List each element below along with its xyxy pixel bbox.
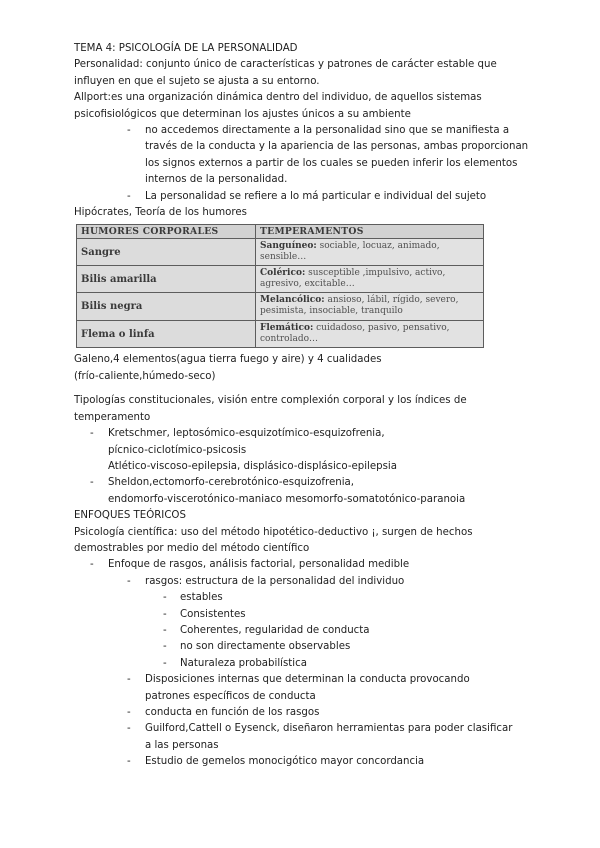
rasgo-item: - no son directamente observables [74,639,544,655]
dash-bullet: - [163,624,167,636]
page-title: TEMA 4: PSICOLOGÍA DE LA PERSONALIDAD [74,43,298,54]
allport-bullet: - La personalidad se refiere a lo má particular e individual del sujeto [74,189,544,205]
kretschmer-bullet: - Kretschmer, leptosómico-esquizotímico-esquizofrenia, [74,426,544,442]
intro-line: influyen en que el sujeto se ajusta a su entorno. [74,75,320,87]
guilford-line: a las personas [145,739,219,751]
dash-bullet: - [127,756,131,768]
intro-line: Allport:es una organización dinámica dentro del individuo, de aquellos sistemas [74,92,482,104]
table-row [77,239,484,266]
rasgos-bullet: - rasgos: estructura de la personalidad del individuo [74,574,544,590]
psicologia-cientifica-line: demostrables por medio del método científico [74,542,310,554]
conducta-bullet: - conducta en función de los rasgos [74,705,544,721]
dash-bullet: - [127,723,131,735]
galeno-line: (frío-caliente,húmedo-seco) [74,370,216,382]
guilford-bullet: - Guilford,Cattell o Eysenck, diseñaron herramientas para poder clasificar [74,721,544,737]
dash-bullet: - [163,592,167,604]
table-header: HUMORES CORPORALES [77,225,256,239]
sheldon-bullet: - Sheldon,ectomorfo-cerebrotónico-esquizofrenia, [74,475,544,491]
hipocrates-heading: Hipócrates, Teoría de los humores [74,207,247,219]
tipologias-line: Tipologías constitucionales, visión entre complexión corporal y los índices de [74,395,467,407]
table-row [77,266,484,293]
disposiciones-line: patrones específicos de conducta [145,690,316,702]
tipologias-line: temperamento [74,411,151,423]
dash-bullet: - [163,608,167,620]
dash-bullet: - [127,707,131,718]
table-row [77,321,484,348]
dash-bullet: - [90,477,94,489]
table-header: TEMPERAMENTOS [256,225,484,239]
temperament-cell: Colérico: susceptible ,impulsivo, activo, agresivo, excitable… [256,266,484,293]
enfoques-heading: ENFOQUES TEÓRICOS [74,510,186,522]
humor-cell: Flema o linfa [77,321,256,348]
disposiciones-bullet: - Disposiciones internas que determinan la conducta provocando [74,672,544,688]
rasgo-item: - Coherentes, regularidad de conducta [74,623,544,639]
dash-bullet: - [127,575,131,587]
rasgo-item: - Naturaleza probabilística [74,656,544,672]
kretschmer-line: Atlético-viscoso-epilepsia, displásico-displásico-epilepsia [108,460,398,472]
humor-cell: Bilis negra [77,293,256,321]
humor-cell: Sangre [77,239,256,266]
intro-line: Personalidad: conjunto único de características y patrones de carácter estable que [74,59,497,71]
humores-table [76,224,484,348]
dash-bullet: - [90,559,94,571]
document-page [74,41,544,771]
temperament-cell: Sanguíneo: sociable, locuaz, animado, sensible… [256,239,484,266]
dash-bullet: - [163,641,167,653]
dash-bullet: - [127,190,131,202]
temperament-cell: Melancólico: ansioso, lábil, rígido, severo, pesimista, insociable, tranquilo [256,293,484,321]
rasgo-item: - Consistentes [74,607,544,623]
galeno-line: Galeno,4 elementos(agua tierra fuego y aire) y 4 cualidades [74,354,382,366]
dash-bullet: - [127,674,131,686]
rasgo-item: - estables [74,590,544,606]
temperament-cell: Flemático: cuidadoso, pasivo, pensativo, controlado… [256,321,484,348]
intro-line: psicofisiológicos que determinan los ajustes únicos a su ambiente [74,108,411,120]
dash-bullet: - [90,428,94,440]
gemelos-bullet: - Estudio de gemelos monocigótico mayor concordancia [74,754,544,770]
humor-cell: Bilis amarilla [77,266,256,293]
dash-bullet: - [127,125,131,137]
enfoque-rasgos-bullet: - Enfoque de rasgos, análisis factorial, personalidad medible [74,557,544,573]
table-row [77,293,484,321]
psicologia-cientifica-line: Psicología científica: uso del método hipotético-deductivo ¡, surgen de hechos [74,526,473,538]
kretschmer-line: pícnico-ciclotímico-psicosis [108,444,247,456]
sheldon-line: endomorfo-viscerotónico-maniaco mesomorfo-somatotónico-paranoia [108,493,466,505]
dash-bullet: - [163,657,167,669]
allport-bullet: - no accedemos directamente a la personalidad sino que se manifiesta a través de la conducta y la apariencia de las personas, ambas proporcionan los signos externos a partir de los cuales se pueden inferir los elementos internos de la personalidad. [127,125,529,186]
